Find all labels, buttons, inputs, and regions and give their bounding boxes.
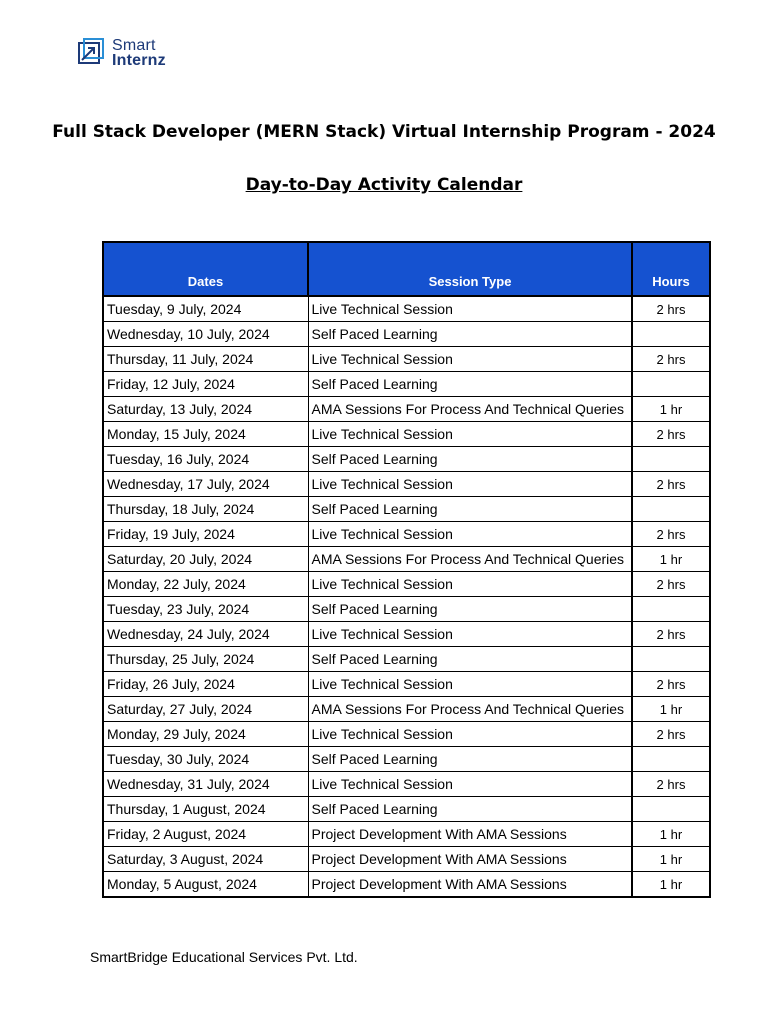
cell-date: Thursday, 25 July, 2024 — [103, 647, 308, 672]
table-row — [103, 497, 710, 522]
cell-session-type: Live Technical Session — [308, 622, 632, 647]
cell-date: Thursday, 18 July, 2024 — [103, 497, 308, 522]
footer-company: SmartBridge Educational Services Pvt. Ltd. — [90, 949, 358, 965]
page-title: Full Stack Developer (MERN Stack) Virtual Internship Program - 2024 — [52, 122, 716, 142]
cell-date: Wednesday, 17 July, 2024 — [103, 472, 308, 497]
cell-hours: 2 hrs — [632, 422, 710, 447]
table-row — [103, 322, 710, 347]
cell-hours: 2 hrs — [632, 347, 710, 372]
table-row — [103, 447, 710, 472]
cell-date: Wednesday, 10 July, 2024 — [103, 322, 308, 347]
cell-date: Monday, 29 July, 2024 — [103, 722, 308, 747]
page-subtitle — [0, 175, 768, 195]
cell-hours — [632, 647, 710, 672]
cell-hours — [632, 797, 710, 822]
logo-line-2: Internz — [112, 52, 166, 69]
cell-hours: 1 hr — [632, 397, 710, 422]
table-row — [103, 597, 710, 622]
cell-session-type: Self Paced Learning — [308, 447, 632, 472]
cell-session-type: Self Paced Learning — [308, 497, 632, 522]
cell-session-type: Self Paced Learning — [308, 647, 632, 672]
cell-date: Tuesday, 16 July, 2024 — [103, 447, 308, 472]
cell-hours: 1 hr — [632, 847, 710, 872]
cell-hours — [632, 447, 710, 472]
cell-session-type: Live Technical Session — [308, 522, 632, 547]
cell-date: Thursday, 11 July, 2024 — [103, 347, 308, 372]
cell-session-type: AMA Sessions For Process And Technical Queries — [308, 397, 632, 422]
cell-date: Wednesday, 31 July, 2024 — [103, 772, 308, 797]
cell-hours: 2 hrs — [632, 296, 710, 322]
cell-hours — [632, 597, 710, 622]
cell-session-type: AMA Sessions For Process And Technical Queries — [308, 697, 632, 722]
cell-session-type: Live Technical Session — [308, 472, 632, 497]
cell-hours — [632, 497, 710, 522]
cell-session-type: Live Technical Session — [308, 422, 632, 447]
table-row — [103, 547, 710, 572]
table-row — [103, 697, 710, 722]
cell-date: Tuesday, 23 July, 2024 — [103, 597, 308, 622]
cell-session-type: Project Development With AMA Sessions — [308, 847, 632, 872]
cell-date: Thursday, 1 August, 2024 — [103, 797, 308, 822]
activity-calendar-table — [102, 241, 711, 898]
smartinternz-logo-icon — [78, 38, 104, 68]
cell-hours: 1 hr — [632, 547, 710, 572]
cell-hours: 1 hr — [632, 697, 710, 722]
cell-date: Saturday, 13 July, 2024 — [103, 397, 308, 422]
cell-session-type: Live Technical Session — [308, 772, 632, 797]
cell-hours — [632, 747, 710, 772]
cell-session-type: Self Paced Learning — [308, 797, 632, 822]
table-row — [103, 797, 710, 822]
cell-session-type: Live Technical Session — [308, 296, 632, 322]
header-dates: Dates — [103, 242, 308, 296]
table-row — [103, 296, 710, 322]
cell-date: Friday, 2 August, 2024 — [103, 822, 308, 847]
cell-session-type: Project Development With AMA Sessions — [308, 872, 632, 898]
subtitle-text: Day-to-Day Activity Calendar — [245, 175, 523, 195]
table-row — [103, 772, 710, 797]
cell-date: Friday, 19 July, 2024 — [103, 522, 308, 547]
table-row — [103, 672, 710, 697]
table-row — [103, 847, 710, 872]
cell-session-type: Self Paced Learning — [308, 372, 632, 397]
table-row — [103, 722, 710, 747]
cell-hours: 2 hrs — [632, 622, 710, 647]
cell-date: Tuesday, 9 July, 2024 — [103, 296, 308, 322]
table-row — [103, 572, 710, 597]
table-row — [103, 397, 710, 422]
cell-hours: 2 hrs — [632, 672, 710, 697]
cell-session-type: Live Technical Session — [308, 722, 632, 747]
header-hours: Hours — [632, 242, 710, 296]
cell-hours: 2 hrs — [632, 522, 710, 547]
logo — [78, 38, 166, 68]
table-row — [103, 372, 710, 397]
header-session-type: Session Type — [308, 242, 632, 296]
cell-hours: 2 hrs — [632, 472, 710, 497]
cell-session-type: Self Paced Learning — [308, 597, 632, 622]
cell-session-type: Self Paced Learning — [308, 322, 632, 347]
table-body — [103, 296, 710, 897]
cell-session-type: Live Technical Session — [308, 672, 632, 697]
cell-date: Wednesday, 24 July, 2024 — [103, 622, 308, 647]
cell-hours — [632, 322, 710, 347]
logo-text — [112, 38, 166, 68]
cell-date: Saturday, 27 July, 2024 — [103, 697, 308, 722]
cell-date: Monday, 5 August, 2024 — [103, 872, 308, 898]
cell-hours: 1 hr — [632, 872, 710, 898]
cell-hours: 2 hrs — [632, 772, 710, 797]
cell-date: Friday, 26 July, 2024 — [103, 672, 308, 697]
logo-line-1: Smart — [112, 37, 156, 54]
cell-session-type: Project Development With AMA Sessions — [308, 822, 632, 847]
cell-date: Saturday, 3 August, 2024 — [103, 847, 308, 872]
table-row — [103, 522, 710, 547]
cell-hours: 2 hrs — [632, 572, 710, 597]
cell-hours: 2 hrs — [632, 722, 710, 747]
cell-date: Monday, 22 July, 2024 — [103, 572, 308, 597]
cell-hours: 1 hr — [632, 822, 710, 847]
cell-session-type: AMA Sessions For Process And Technical Queries — [308, 547, 632, 572]
table-row — [103, 647, 710, 672]
table-row — [103, 422, 710, 447]
table-row — [103, 347, 710, 372]
table-row — [103, 822, 710, 847]
table-row — [103, 622, 710, 647]
cell-date: Friday, 12 July, 2024 — [103, 372, 308, 397]
table-row — [103, 747, 710, 772]
table-row — [103, 472, 710, 497]
cell-hours — [632, 372, 710, 397]
cell-session-type: Live Technical Session — [308, 572, 632, 597]
table-row — [103, 872, 710, 898]
cell-session-type: Live Technical Session — [308, 347, 632, 372]
cell-date: Monday, 15 July, 2024 — [103, 422, 308, 447]
cell-date: Saturday, 20 July, 2024 — [103, 547, 308, 572]
cell-session-type: Self Paced Learning — [308, 747, 632, 772]
table-header-row — [103, 242, 710, 296]
cell-date: Tuesday, 30 July, 2024 — [103, 747, 308, 772]
